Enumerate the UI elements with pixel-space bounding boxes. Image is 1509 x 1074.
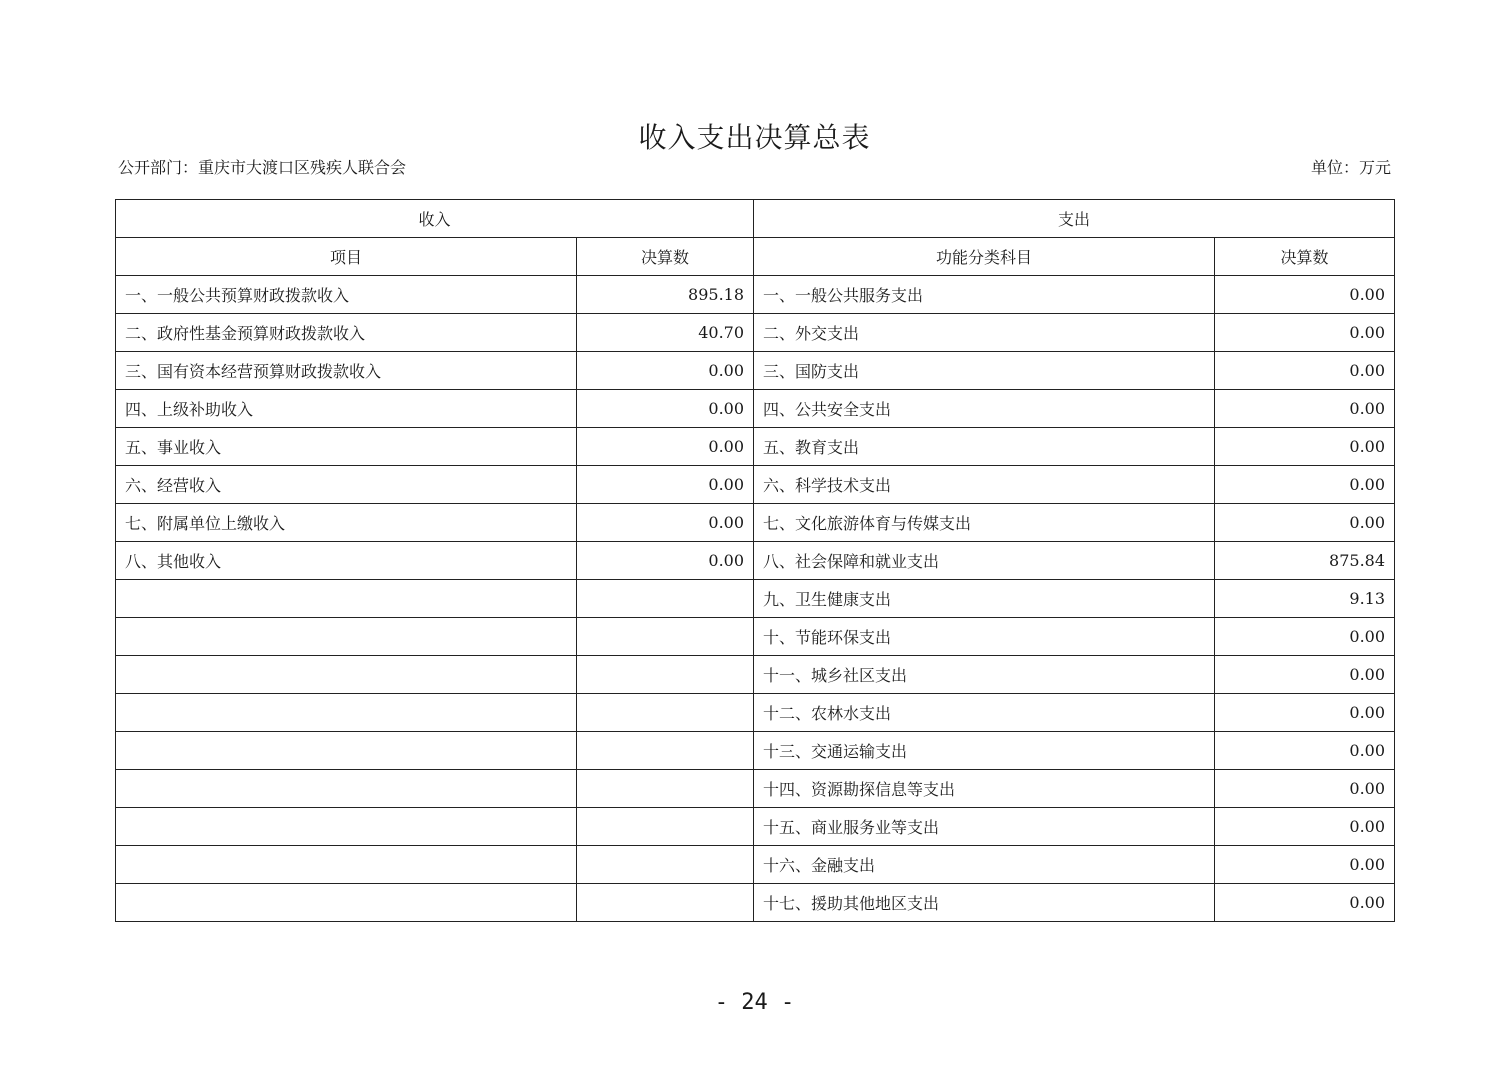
income-amount-cell xyxy=(577,656,754,694)
expense-item-cell: 十二、农林水支出 xyxy=(754,694,1215,732)
income-amount-cell: 40.70 xyxy=(577,314,754,352)
expense-item-cell: 二、外交支出 xyxy=(754,314,1215,352)
income-item-cell xyxy=(116,694,577,732)
table-row xyxy=(116,656,1395,694)
expense-item-cell: 一、一般公共服务支出 xyxy=(754,276,1215,314)
table-row xyxy=(116,580,1395,618)
income-item-cell: 二、政府性基金预算财政拨款收入 xyxy=(116,314,577,352)
income-amount-cell xyxy=(577,770,754,808)
income-item-cell xyxy=(116,770,577,808)
table-row xyxy=(116,618,1395,656)
expense-item-cell: 十一、城乡社区支出 xyxy=(754,656,1215,694)
income-item-cell xyxy=(116,732,577,770)
income-amount-cell: 0.00 xyxy=(577,390,754,428)
income-amount-cell xyxy=(577,694,754,732)
income-group-header: 收入 xyxy=(116,200,754,238)
expense-amount-cell: 0.00 xyxy=(1215,466,1395,504)
table-row xyxy=(116,504,1395,542)
expense-amount-cell: 0.00 xyxy=(1215,314,1395,352)
income-item-cell: 三、国有资本经营预算财政拨款收入 xyxy=(116,352,577,390)
income-expense-summary-table xyxy=(115,199,1395,922)
expense-amount-cell: 0.00 xyxy=(1215,808,1395,846)
income-item-cell xyxy=(116,656,577,694)
expense-item-cell: 四、公共安全支出 xyxy=(754,390,1215,428)
page-number: - 24 - xyxy=(714,990,795,1015)
expense-amount-cell: 0.00 xyxy=(1215,428,1395,466)
income-amount-cell xyxy=(577,618,754,656)
table-row xyxy=(116,352,1395,390)
expense-amount-cell: 875.84 xyxy=(1215,542,1395,580)
expense-item-cell: 八、社会保障和就业支出 xyxy=(754,542,1215,580)
expense-item-cell: 十、节能环保支出 xyxy=(754,618,1215,656)
income-amount-cell xyxy=(577,846,754,884)
table-row xyxy=(116,276,1395,314)
income-amount-cell: 0.00 xyxy=(577,466,754,504)
income-item-header: 项目 xyxy=(116,238,577,276)
expense-item-cell: 十六、金融支出 xyxy=(754,846,1215,884)
income-item-cell xyxy=(116,618,577,656)
income-amount-cell: 0.00 xyxy=(577,352,754,390)
expense-amount-cell: 0.00 xyxy=(1215,656,1395,694)
income-amount-cell: 0.00 xyxy=(577,504,754,542)
expense-item-cell: 七、文化旅游体育与传媒支出 xyxy=(754,504,1215,542)
expense-item-header: 功能分类科目 xyxy=(754,238,1215,276)
income-amount-cell xyxy=(577,732,754,770)
column-header-row xyxy=(116,238,1395,276)
income-amount-cell xyxy=(577,884,754,922)
page-title: 收入支出决算总表 xyxy=(638,121,871,154)
table-row xyxy=(116,732,1395,770)
income-item-cell xyxy=(116,808,577,846)
expense-item-cell: 六、科学技术支出 xyxy=(754,466,1215,504)
expense-amount-cell: 0.00 xyxy=(1215,276,1395,314)
expense-amount-cell: 0.00 xyxy=(1215,694,1395,732)
unit-label: 单位：万元 xyxy=(1310,158,1391,177)
table-row xyxy=(116,808,1395,846)
group-header-row xyxy=(116,200,1395,238)
income-item-cell: 八、其他收入 xyxy=(116,542,577,580)
expense-amount-cell: 0.00 xyxy=(1215,770,1395,808)
expense-item-cell: 十四、资源勘探信息等支出 xyxy=(754,770,1215,808)
expense-item-cell: 十三、交通运输支出 xyxy=(754,732,1215,770)
expense-item-cell: 三、国防支出 xyxy=(754,352,1215,390)
expense-amount-cell: 9.13 xyxy=(1215,580,1395,618)
expense-amount-cell: 0.00 xyxy=(1215,504,1395,542)
income-amount-cell: 895.18 xyxy=(577,276,754,314)
expense-amount-cell: 0.00 xyxy=(1215,618,1395,656)
department-label: 公开部门：重庆市大渡口区残疾人联合会 xyxy=(118,158,407,177)
expense-item-cell: 五、教育支出 xyxy=(754,428,1215,466)
table-row xyxy=(116,390,1395,428)
expense-amount-cell: 0.00 xyxy=(1215,884,1395,922)
income-amount-cell xyxy=(577,580,754,618)
income-item-cell xyxy=(116,846,577,884)
table-row xyxy=(116,428,1395,466)
table-row xyxy=(116,694,1395,732)
expense-amount-cell: 0.00 xyxy=(1215,846,1395,884)
income-item-cell: 一、一般公共预算财政拨款收入 xyxy=(116,276,577,314)
income-item-cell xyxy=(116,884,577,922)
income-item-cell xyxy=(116,580,577,618)
expense-amount-cell: 0.00 xyxy=(1215,390,1395,428)
table-row xyxy=(116,884,1395,922)
expense-amount-cell: 0.00 xyxy=(1215,732,1395,770)
income-item-cell: 五、事业收入 xyxy=(116,428,577,466)
expense-amount-cell: 0.00 xyxy=(1215,352,1395,390)
income-amount-cell xyxy=(577,808,754,846)
income-amount-header: 决算数 xyxy=(577,238,754,276)
income-item-cell: 六、经营收入 xyxy=(116,466,577,504)
table-row xyxy=(116,542,1395,580)
expense-group-header: 支出 xyxy=(754,200,1395,238)
table-row xyxy=(116,770,1395,808)
income-item-cell: 七、附属单位上缴收入 xyxy=(116,504,577,542)
expense-item-cell: 十五、商业服务业等支出 xyxy=(754,808,1215,846)
table-body xyxy=(116,276,1395,922)
expense-item-cell: 九、卫生健康支出 xyxy=(754,580,1215,618)
income-amount-cell: 0.00 xyxy=(577,542,754,580)
expense-item-cell: 十七、援助其他地区支出 xyxy=(754,884,1215,922)
table-row xyxy=(116,466,1395,504)
income-item-cell: 四、上级补助收入 xyxy=(116,390,577,428)
income-amount-cell: 0.00 xyxy=(577,428,754,466)
table-row xyxy=(116,846,1395,884)
table-row xyxy=(116,314,1395,352)
expense-amount-header: 决算数 xyxy=(1215,238,1395,276)
